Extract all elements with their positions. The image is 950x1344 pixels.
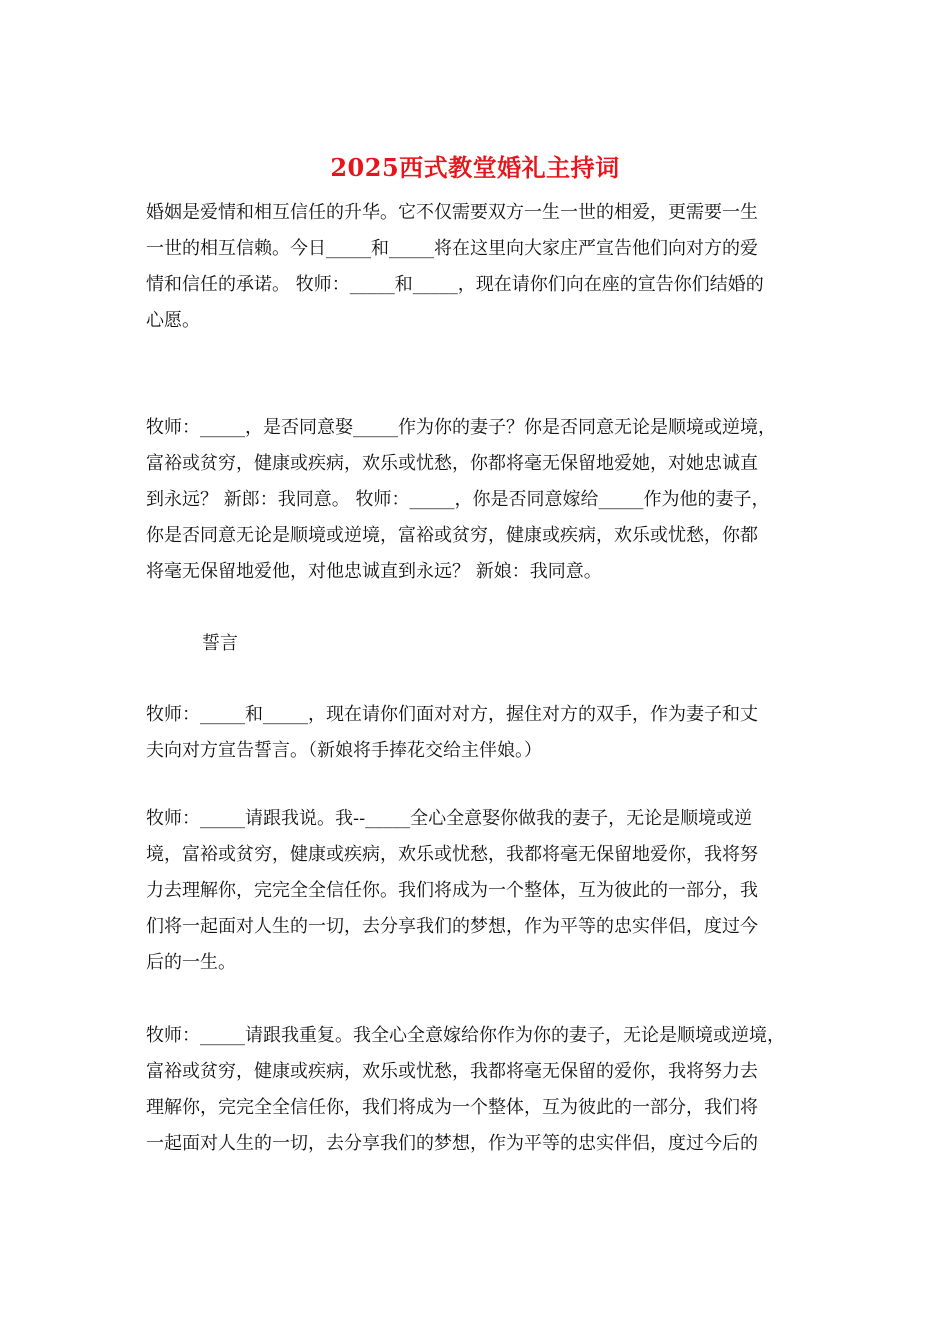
text-line: 富裕或贫穷，健康或疾病，欢乐或忧愁，我都将毫无保留的爱你，我将努力去 [146, 1061, 758, 1082]
text-line: 婚姻是爱情和相互信任的升华。它不仅需要双方一生一世的相爱，更需要一生 [146, 202, 758, 223]
text-line: 心愿。 [146, 310, 200, 331]
text-line: 将毫无保留地爱他，对他忠诚直到永远？ 新娘：我同意。 [146, 561, 602, 582]
vow-heading: 誓言 [202, 633, 238, 654]
text-line: 牧师：_____请跟我说。我--_____全心全意娶你做我的妻子，无论是顺境或逆 [146, 808, 753, 829]
text-line: 境，富裕或贫穷，健康或疾病，欢乐或忧愁，我都将毫无保留地爱你，我将努 [146, 844, 758, 865]
text-line: 们将一起面对人生的一切，去分享我们的梦想，作为平等的忠实伴侣，度过今 [146, 916, 758, 937]
text-line: 牧师：_____，是否同意娶_____作为你的妻子？你是否同意无论是顺境或逆境， [146, 417, 776, 438]
text-line: 力去理解你，完完全全信任你。我们将成为一个整体，互为彼此的一部分，我 [146, 880, 758, 901]
text-line: 一世的相互信赖。今日_____和_____将在这里向大家庄严宣告他们向对方的爱 [146, 238, 758, 259]
consent-paragraph [146, 410, 826, 590]
vow-intro-paragraph [146, 697, 826, 769]
text-line: 情和信任的承诺。 牧师：_____和_____，现在请你们向在座的宣告你们结婚的 [146, 274, 764, 295]
text-line: 牧师：_____请跟我重复。我全心全意嫁给你作为你的妻子，无论是顺境或逆境， [146, 1025, 785, 1046]
document-title: 2025西式教堂婚礼主持词 [330, 153, 620, 182]
text-line: 富裕或贫穷，健康或疾病，欢乐或忧愁，你都将毫无保留地爱她，对她忠诚直 [146, 453, 758, 474]
text-line: 牧师：_____和_____，现在请你们面对对方，握住对方的双手，作为妻子和丈 [146, 704, 758, 725]
text-line: 你是否同意无论是顺境或逆境，富裕或贫穷，健康或疾病，欢乐或忧愁，你都 [146, 525, 758, 546]
text-line: 一起面对人生的一切，去分享我们的梦想，作为平等的忠实伴侣，度过今后的 [146, 1133, 758, 1154]
text-line: 到永远？ 新郎：我同意。 牧师：_____，你是否同意嫁给_____作为他的妻子， [146, 489, 770, 510]
text-line: 理解你，完完全全信任你，我们将成为一个整体，互为彼此的一部分，我们将 [146, 1097, 758, 1118]
intro-paragraph [146, 195, 826, 339]
text-line: 夫向对方宣告誓言。（新娘将手捧花交给主伴娘。） [146, 740, 542, 761]
groom-vow-paragraph [146, 801, 826, 981]
bride-vow-paragraph [146, 1018, 826, 1162]
text-line: 后的一生。 [146, 952, 236, 973]
